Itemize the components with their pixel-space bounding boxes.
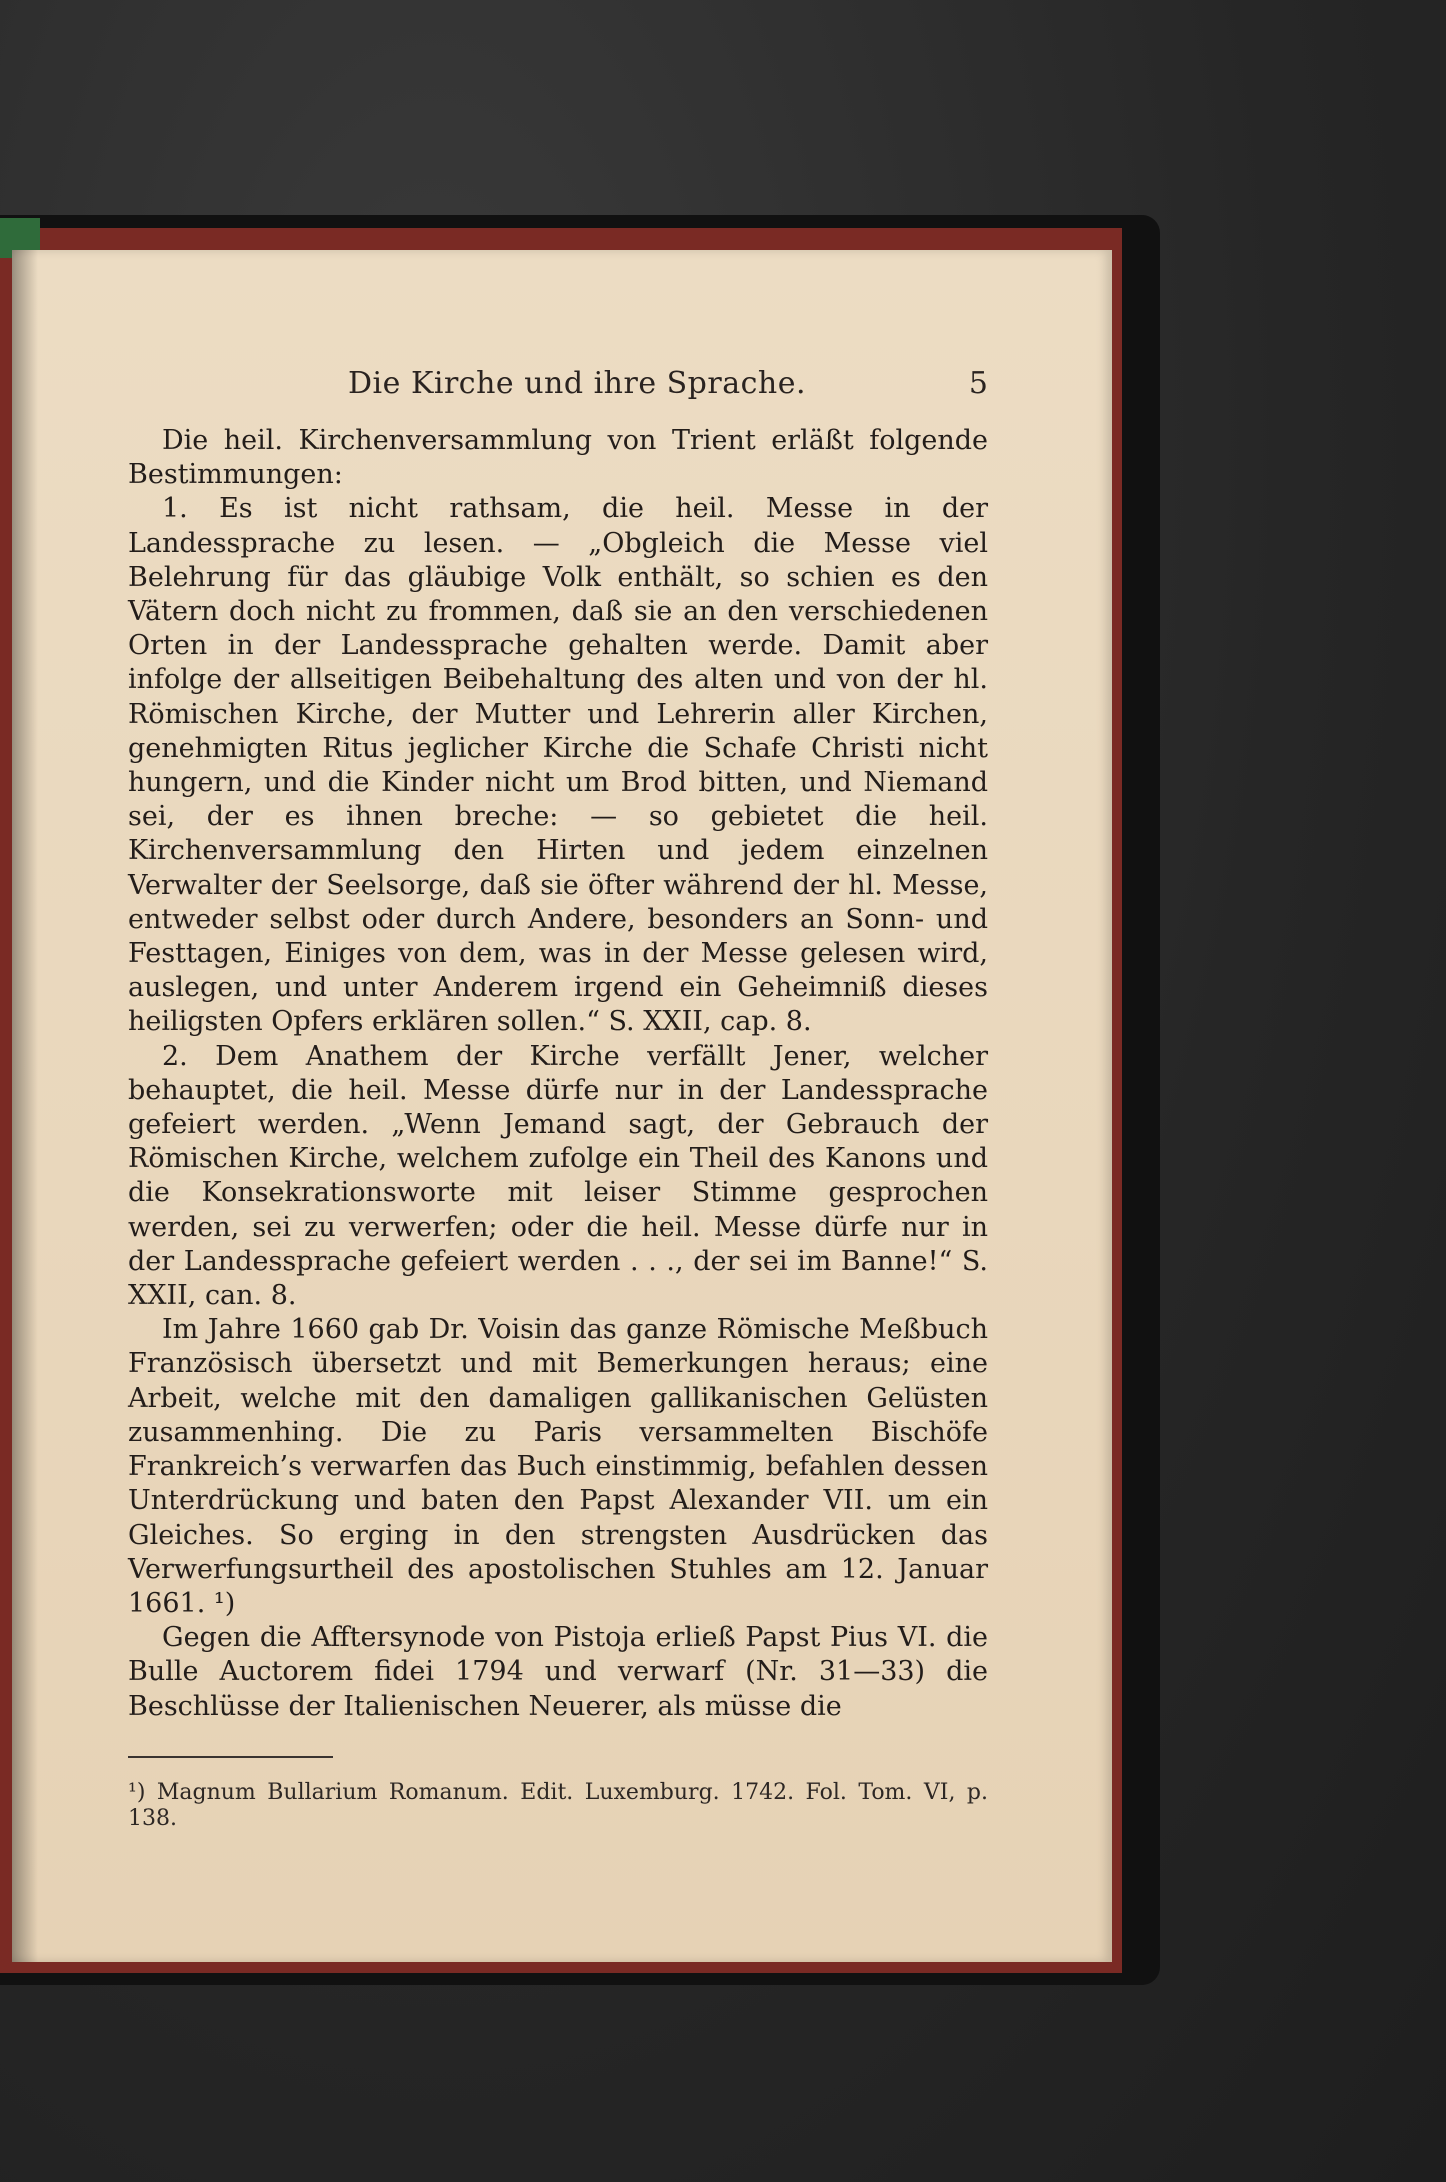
footnote: ¹) Magnum Bullarium Romanum. Edit. Luxemburg. 1742. Fol. Tom. VI, p. 138.: [128, 1780, 988, 1831]
paragraph: Gegen die Afftersynode von Pistoja erließ Papst Pius VI. die Bulle Auctorem fidei 1794 und verwarf (Nr. 31—33) die Beschlüsse der Italienischen Neuerer, als müsse die: [128, 1622, 988, 1722]
paragraph: 1. Es ist nicht rathsam, die heil. Messe in der Landessprache zu lesen. — „Obgleich die Messe viel Belehrung für das gläubige Volk enthält, so schien es den Vätern doch nicht zu frommen, daß sie an den verschiedenen Orten in der Landessprache gehalten werde. Damit aber infolge der allseitigen Beibehaltung des alten und von der hl. Römischen Kirche, der Mutter und Lehrerin aller Kirchen, genehmigten Ritus jeglicher Kirche die Schafe Christi nicht hungern, und die Kinder nicht um Brod bitten, und Niemand sei, der es ihnen breche: — so gebietet die heil. Kirchenversammlung den Hirten und jedem einzelnen Verwalter der Seelsorge, daß sie öfter während der hl. Messe, entweder selbst oder durch Andere, besonders an Sonn- und Festtagen, Einiges von dem, was in der Messe gelesen wird, auslegen, und unter Anderem irgend ein Geheimniß dieses heiligsten Opfers erklären sollen.“ S. XXII, cap. 8.: [128, 493, 988, 1038]
body-text: [128, 424, 988, 1724]
page-number: 5: [968, 366, 988, 401]
running-title: Die Kirche und ihre Sprache.: [348, 366, 807, 401]
paragraph: 2. Dem Anathem der Kirche verfällt Jener, welcher behauptet, die heil. Messe dürfe nur in der Landessprache gefeiert werden. „Wenn Jemand sagt, der Gebrauch der Römischen Kirche, welchem zufolge ein Theil des Kanons und die Konsekrationsworte mit leiser Stimme gesprochen werden, sei zu verwerfen; oder die heil. Messe dürfe nur in der Landessprache gefeiert werden . . ., der sei im Banne!“ S. XXII, can. 8.: [128, 1040, 988, 1312]
footnote-rule: [128, 1756, 333, 1758]
gutter-shadow: [12, 250, 38, 1962]
paragraph: Die heil. Kirchenversammlung von Trient erläßt folgende Bestimmungen:: [128, 425, 988, 491]
running-head: [128, 360, 988, 410]
paragraph: Im Jahre 1660 gab Dr. Voisin das ganze Römische Meßbuch Französisch übersetzt und mit Bemerkungen heraus; eine Arbeit, welche mit den damaligen gallikanischen Gelüsten zusammenhing. Die zu Paris versammelten Bischöfe Frankreich’s verwarfen das Buch einstimmig, befahlen dessen Unterdrückung und baten den Papst Alexander VII. um ein Gleiches. So erging in den strengsten Ausdrücken das Verwerfungsurtheil des apostolischen Stuhles am 12. Januar 1661. ¹): [128, 1314, 988, 1619]
